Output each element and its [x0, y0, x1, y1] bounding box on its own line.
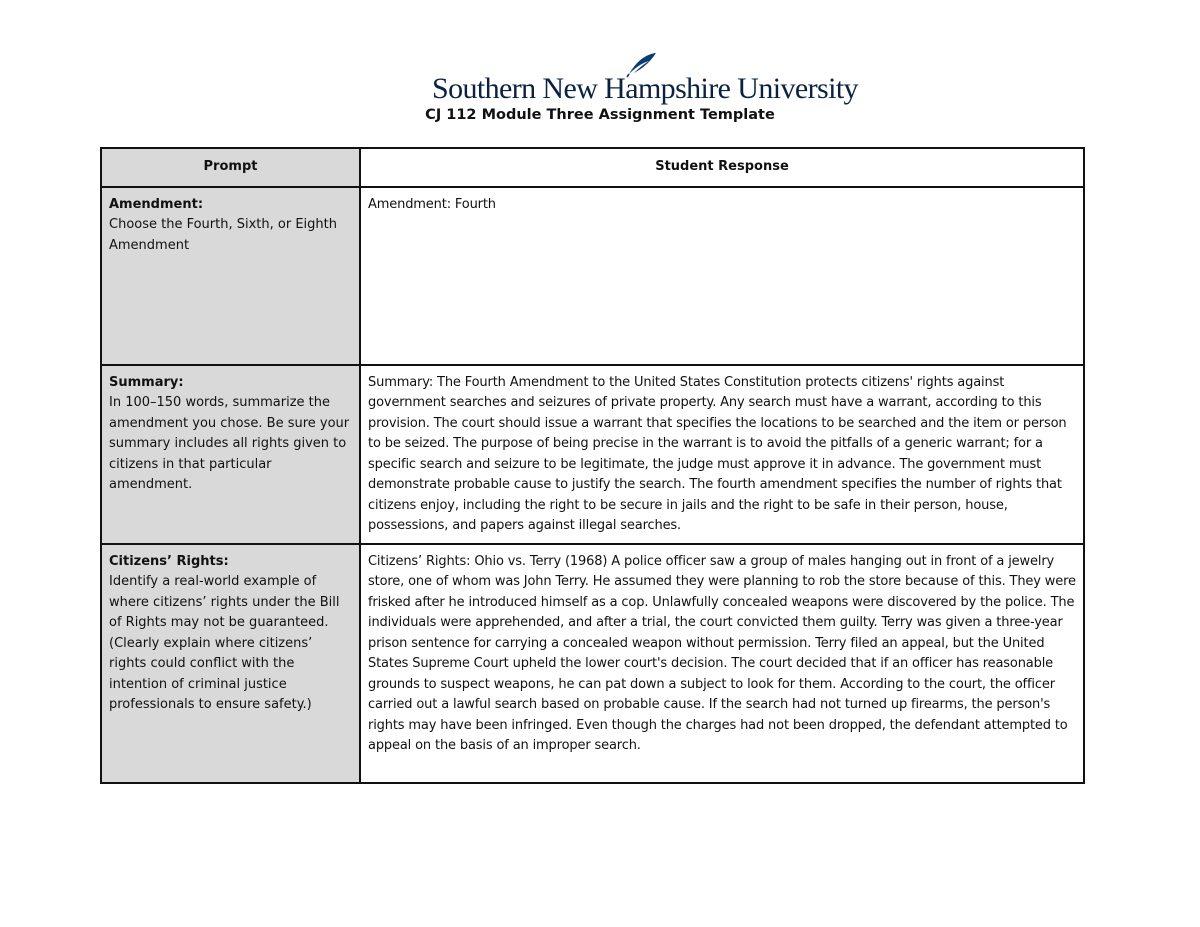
response-text: Summary: The Fourth Amendment to the United States Constitution protects citizens' rights against government searches and seizures of private property. Any search must have a warrant, according to this provision. The court should issue a warrant that specifies the locations to be searched and the item or person to be seized. The purpose of being precise in the warrant is to avoid the pitfalls of a generic warrant; for a specific search and seizure to be legitimate, the judge must approve it in advance. The government must demonstrate probable cause to justify the search. The fourth amendment specifies the number of rights that citizens enjoy, including the right to be secure in jails and the right to be safe in their person, house, possessions, and papers against illegal searches.: [368, 374, 1067, 533]
response-cell-summary[interactable]: [360, 365, 1084, 544]
assignment-table: [100, 147, 1085, 784]
prompt-cell-citizens-rights: [101, 544, 360, 783]
prompt-label: Summary:: [109, 374, 184, 390]
prompt-label: Amendment:: [109, 196, 204, 212]
prompt-text: Choose the Fourth, Sixth, or Eighth Amendment: [109, 217, 337, 253]
table-row-citizens-rights: [101, 544, 1084, 783]
prompt-column-header: Prompt: [101, 148, 360, 187]
table-row-amendment: [101, 187, 1084, 365]
prompt-text: In 100–150 words, summarize the amendment you chose. Be sure your summary includes all rights given to citizens in that particular amendment.: [109, 395, 350, 492]
prompt-text: Identify a real-world example of where citizens’ rights under the Bill of Rights may not be guaranteed. (Clearly explain where citizens’ rights could conflict with the intention of criminal justice professionals to ensure safety.): [109, 574, 340, 712]
response-cell-amendment[interactable]: [360, 187, 1084, 365]
prompt-label: Citizens’ Rights:: [109, 553, 229, 569]
prompt-cell-amendment: [101, 187, 360, 365]
prompt-cell-summary: [101, 365, 360, 544]
response-text: Amendment: Fourth: [368, 196, 496, 212]
response-text: Citizens’ Rights: Ohio vs. Terry (1968) A police officer saw a group of males hanging out in front of a jewelry store, one of whom was John Terry. He assumed they were planning to rob the store because of this. They were frisked after he introduced himself as a cop. Unlawfully concealed weapons were discovered by the police. The individuals were apprehended, and after a trial, the court convicted them guilty. Terry was given a three-year prison sentence for carrying a concealed weapon without permission. Terry filed an appeal, but the United States Supreme Court upheld the lower court's decision. The court decided that if an officer has reasonable grounds to suspect weapons, he can pat down a subject to look for them. According to the court, the officer carried out a lawful search based on probable cause. If the search had not turned up firearms, the person's rights may have been infringed. Even though the charges had not been dropped, the defendant attempted to appeal on the basis of an improper search.: [368, 553, 1076, 753]
table-header-row: [101, 148, 1084, 187]
response-column-header: Student Response: [360, 148, 1084, 187]
university-logo: [432, 52, 858, 105]
response-cell-citizens-rights[interactable]: [360, 544, 1084, 783]
table-row-summary: [101, 365, 1084, 544]
document-title: CJ 112 Module Three Assignment Template: [425, 107, 775, 123]
university-name: Southern New Hampshire University: [432, 72, 858, 105]
